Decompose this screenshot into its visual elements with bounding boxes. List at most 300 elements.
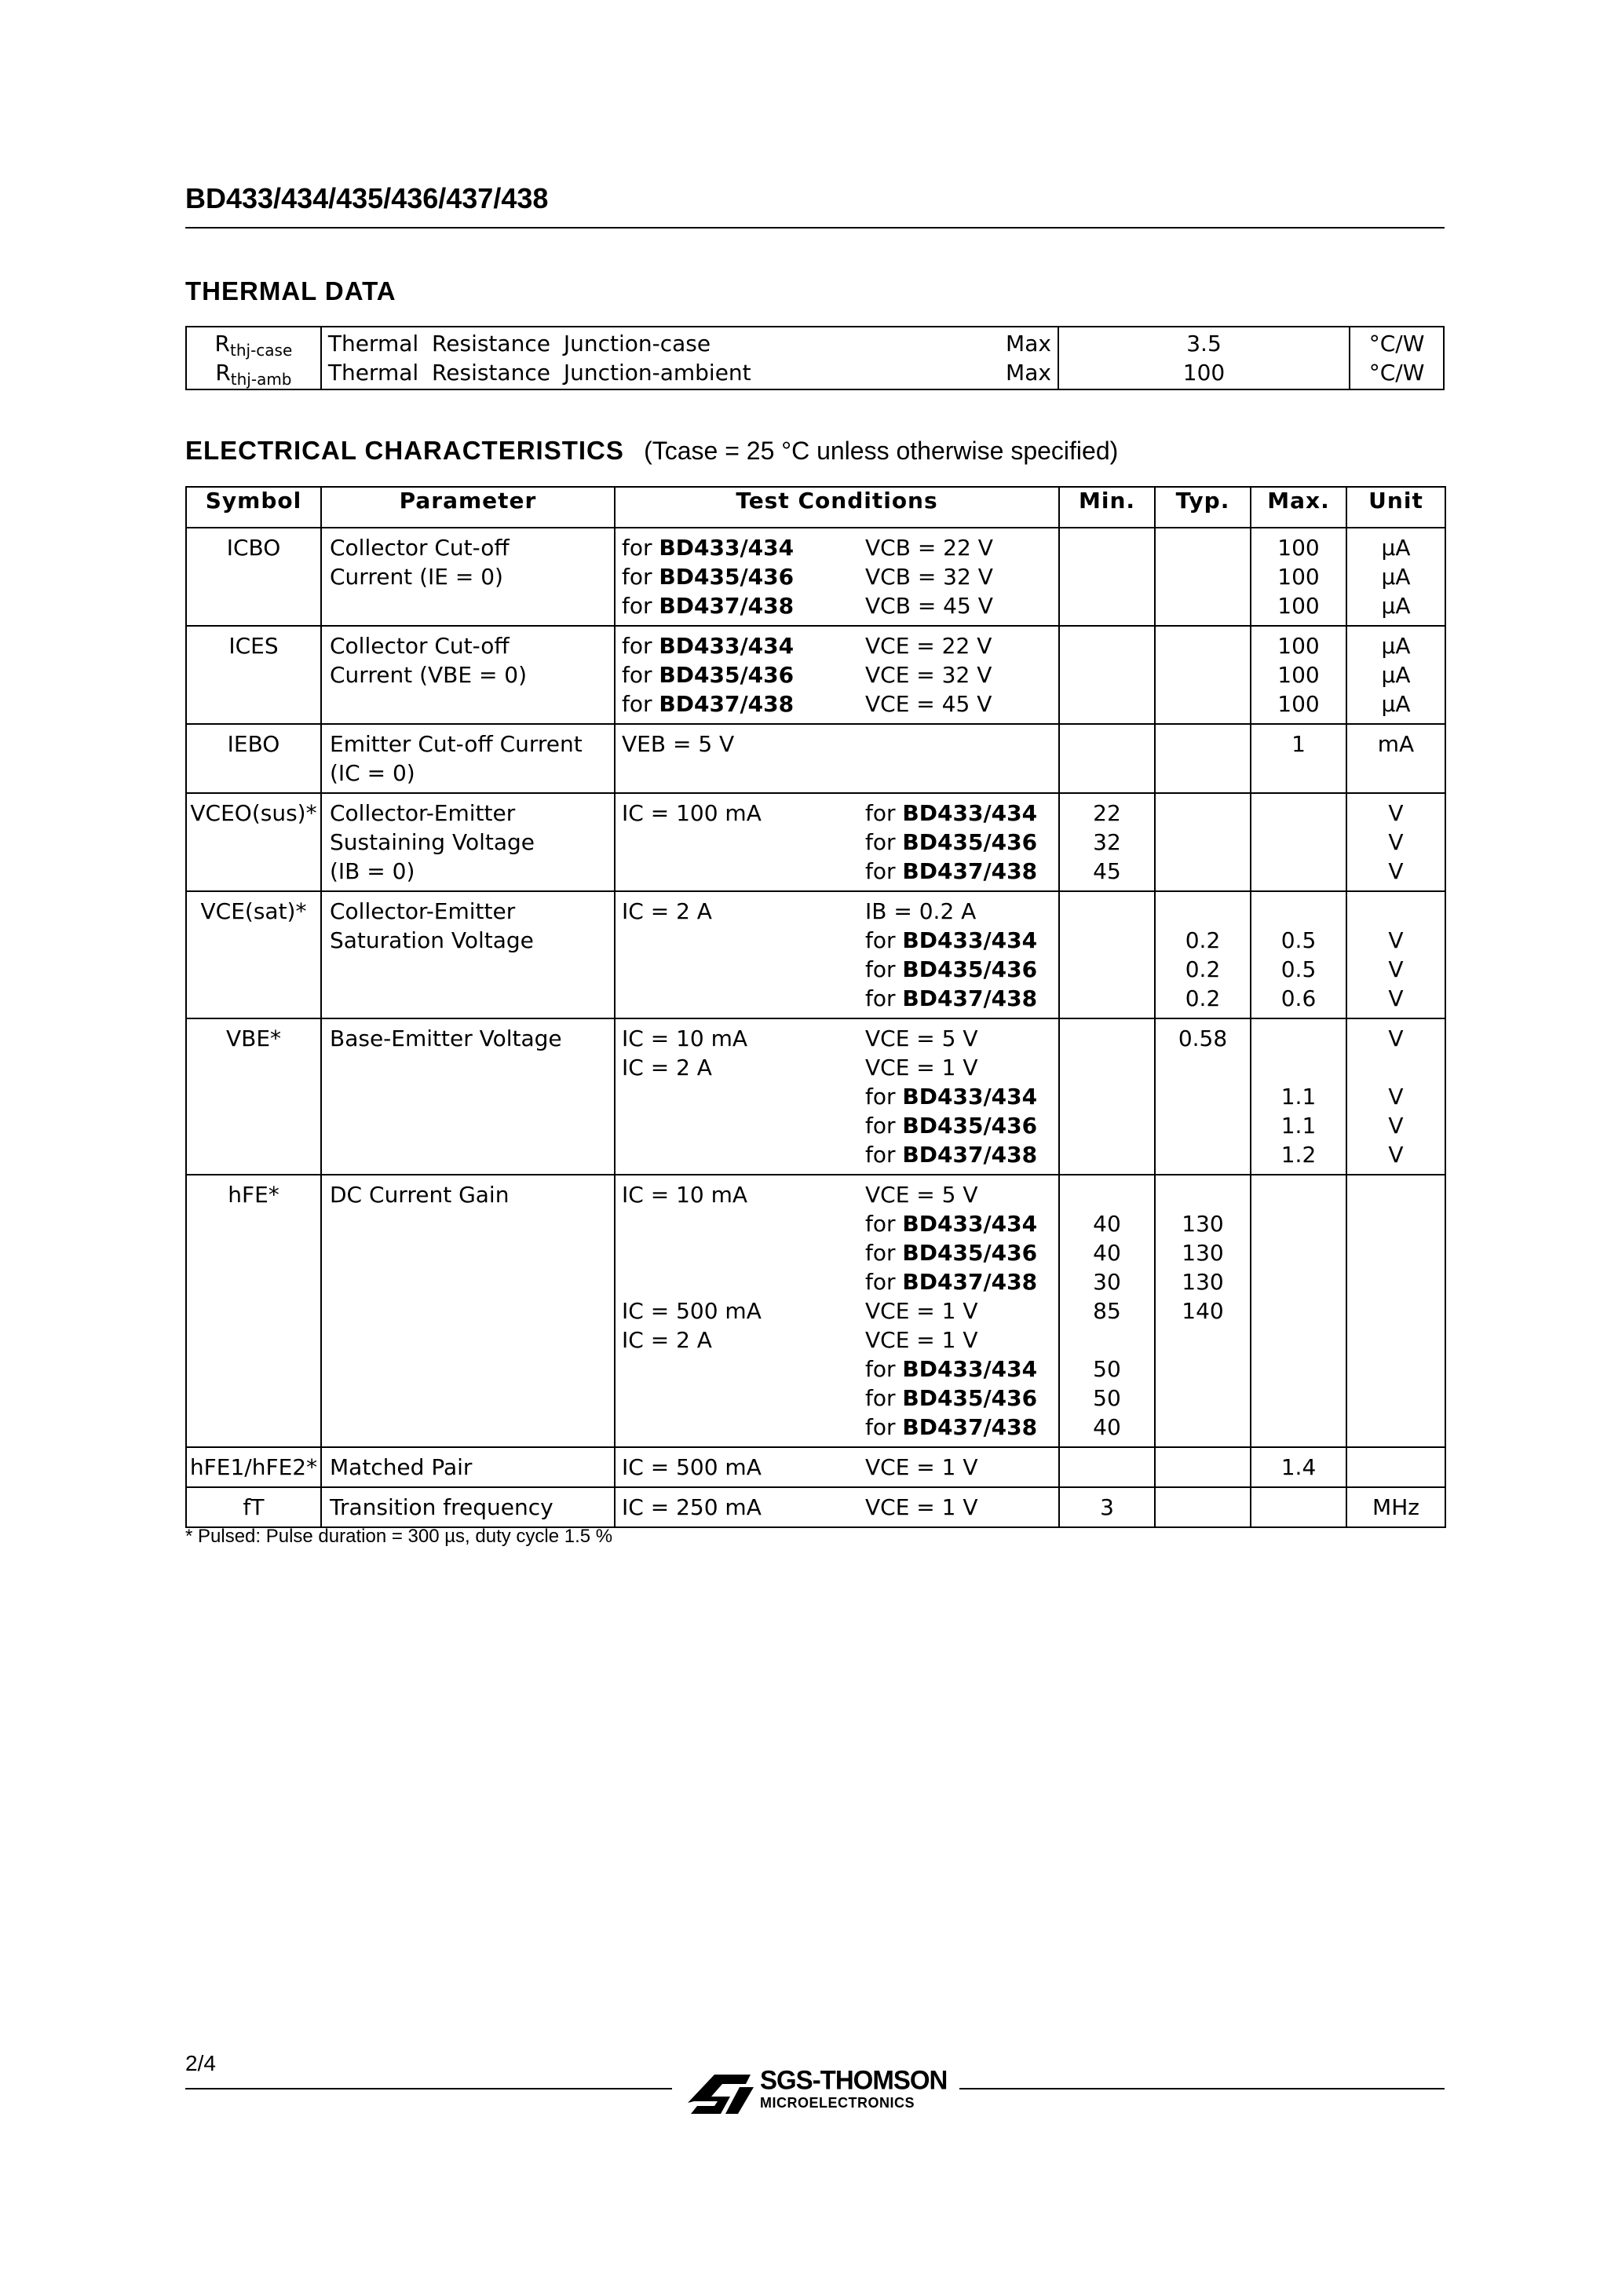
conditions-cell xyxy=(615,1018,1059,1175)
max-cell xyxy=(1251,1487,1346,1527)
max-value: 1.4 xyxy=(1280,1454,1317,1480)
condition-secondary: for BD433/434 xyxy=(865,800,1038,826)
max-cell xyxy=(1251,891,1346,1018)
condition-line xyxy=(622,955,1058,984)
parameter-line: Current (IE = 0) xyxy=(330,564,503,590)
symbol: VCE(sat)* xyxy=(200,898,307,924)
min-value xyxy=(1060,1325,1154,1355)
typ-value xyxy=(1156,591,1250,620)
table-row xyxy=(186,1175,1445,1447)
conditions-cell xyxy=(615,1447,1059,1487)
typ-value xyxy=(1156,660,1250,689)
condition-line xyxy=(622,984,1058,1013)
table-header-row xyxy=(186,487,1445,528)
table-row xyxy=(186,724,1445,793)
parameter-line: Collector Cut-off xyxy=(330,535,510,561)
max-value xyxy=(1251,1024,1346,1053)
unit-cell xyxy=(1346,724,1445,793)
condition-primary: IC = 10 mA xyxy=(622,1026,748,1051)
symbol-cell xyxy=(186,724,321,793)
parameter-line: (IB = 0) xyxy=(330,858,415,884)
condition-primary xyxy=(622,1413,865,1442)
document-title: BD433/434/435/436/437/438 xyxy=(185,182,549,214)
max-value xyxy=(1251,1384,1346,1413)
typ-value: 130 xyxy=(1182,1240,1224,1266)
symbol: hFE1/hFE2* xyxy=(189,1454,318,1480)
column-header-symbol: Symbol xyxy=(186,487,321,528)
unit-value: V xyxy=(1388,829,1404,855)
thermal-symbol: $R_{thj-amb}$ xyxy=(215,360,292,389)
parameter-cell xyxy=(321,1447,615,1487)
max-cell xyxy=(1251,1447,1346,1487)
condition-secondary: VCE = 5 V xyxy=(865,1182,978,1208)
condition-primary: IC = 500 mA xyxy=(622,1298,762,1324)
condition-line xyxy=(622,1024,1058,1053)
condition-primary xyxy=(622,926,865,955)
thermal-value: 3.5 xyxy=(1186,331,1222,356)
condition-primary: VEB = 5 V xyxy=(622,731,735,757)
condition-line xyxy=(622,1493,1058,1522)
table-row xyxy=(186,1018,1445,1175)
unit-value: µA xyxy=(1381,593,1411,619)
typ-cell xyxy=(1155,626,1251,724)
max-value: 100 xyxy=(1277,564,1320,590)
min-value xyxy=(1060,729,1154,759)
condition-line xyxy=(622,1267,1058,1296)
typ-value xyxy=(1156,562,1250,591)
symbol-cell xyxy=(186,1447,321,1487)
table-row xyxy=(186,1447,1445,1487)
header-divider xyxy=(185,227,1445,229)
max-value: 0.6 xyxy=(1280,985,1317,1011)
conditions-cell xyxy=(615,528,1059,626)
condition-primary xyxy=(622,1111,865,1140)
unit-value: µA xyxy=(1381,535,1411,561)
unit-value: µA xyxy=(1381,633,1411,659)
max-cell xyxy=(1251,1175,1346,1447)
unit-value xyxy=(1347,1413,1445,1442)
parameter-line: Saturation Voltage xyxy=(330,927,534,953)
footnote: * Pulsed: Pulse duration = 300 µs, duty cycle 1.5 % xyxy=(185,1526,613,1547)
symbol: fT xyxy=(243,1494,265,1520)
page-number: 2/4 xyxy=(185,2051,216,2075)
condition-secondary: for BD437/438 xyxy=(865,1269,1038,1295)
condition-line xyxy=(622,1413,1058,1442)
max-cell xyxy=(1251,793,1346,891)
typ-value xyxy=(1156,799,1250,828)
condition-secondary: VCE = 1 V xyxy=(865,1055,978,1080)
condition-secondary: VCE = 1 V xyxy=(865,1298,978,1324)
min-value: 22 xyxy=(1093,800,1121,826)
typ-value: 130 xyxy=(1182,1269,1224,1295)
typ-cell xyxy=(1155,1447,1251,1487)
thermal-symbol: $R_{thj-case}$ xyxy=(214,331,293,360)
condition-primary xyxy=(622,984,865,1013)
unit-value: V xyxy=(1388,985,1404,1011)
parameter-line: Base-Emitter Voltage xyxy=(330,1026,562,1051)
parameter-cell xyxy=(321,891,615,1018)
unit-value xyxy=(1347,1384,1445,1413)
min-cell xyxy=(1059,724,1155,793)
typ-value xyxy=(1156,729,1250,759)
company-logo-subtitle: MICROELECTRONICS xyxy=(760,2095,915,2111)
parameter-cell xyxy=(321,793,615,891)
max-value: 1.1 xyxy=(1280,1113,1317,1139)
condition-line xyxy=(622,729,1058,759)
table-row xyxy=(186,528,1445,626)
parameter-line: Matched Pair xyxy=(330,1454,473,1480)
typ-value xyxy=(1156,533,1250,562)
max-value xyxy=(1251,1267,1346,1296)
condition-primary: for BD433/434 xyxy=(622,535,795,561)
parameter-line: (IC = 0) xyxy=(330,760,415,786)
condition-secondary: for BD435/436 xyxy=(865,1113,1038,1139)
condition-secondary: IB = 0.2 A xyxy=(865,898,977,924)
condition-secondary: VCE = 1 V xyxy=(865,1327,978,1353)
condition-primary: for BD435/436 xyxy=(622,662,795,688)
condition-secondary: for BD433/434 xyxy=(865,927,1038,953)
min-value xyxy=(1060,1453,1154,1482)
electrical-characteristics-table xyxy=(185,486,1446,1528)
typ-value xyxy=(1156,828,1250,857)
min-value xyxy=(1060,955,1154,984)
min-value: 50 xyxy=(1093,1385,1121,1411)
max-value xyxy=(1251,857,1346,886)
parameter-line: Collector-Emitter xyxy=(330,898,516,924)
condition-secondary: VCE = 32 V xyxy=(865,662,992,688)
min-value xyxy=(1060,1053,1154,1082)
unit-value: V xyxy=(1388,927,1404,953)
parameter-cell xyxy=(321,1018,615,1175)
parameter-line: Transition frequency xyxy=(330,1494,553,1520)
condition-primary xyxy=(622,1209,865,1238)
typ-value xyxy=(1156,1325,1250,1355)
max-value: 0.5 xyxy=(1280,956,1317,982)
condition-line xyxy=(622,897,1058,926)
symbol: ICBO xyxy=(226,535,281,561)
typ-value xyxy=(1156,1384,1250,1413)
min-cell xyxy=(1059,793,1155,891)
condition-secondary: VCB = 45 V xyxy=(865,593,993,619)
parameter-cell xyxy=(321,528,615,626)
condition-line xyxy=(622,533,1058,562)
min-value: 3 xyxy=(1100,1494,1114,1520)
typ-value xyxy=(1156,689,1250,718)
min-cell xyxy=(1059,528,1155,626)
typ-value xyxy=(1156,1453,1250,1482)
condition-line xyxy=(622,631,1058,660)
conditions-cell xyxy=(615,1175,1059,1447)
condition-secondary: for BD433/434 xyxy=(865,1084,1038,1110)
condition-primary: for BD437/438 xyxy=(622,691,795,717)
unit-value: MHz xyxy=(1372,1494,1419,1520)
unit-value: V xyxy=(1388,1026,1404,1051)
min-cell xyxy=(1059,1018,1155,1175)
column-header-parameter: Parameter xyxy=(321,487,615,528)
conditions-cell xyxy=(615,1487,1059,1527)
parameter-line: DC Current Gain xyxy=(330,1182,510,1208)
condition-line xyxy=(622,689,1058,718)
unit-value: µA xyxy=(1381,564,1411,590)
thermal-parameter-cell xyxy=(321,327,1058,389)
min-value xyxy=(1060,1180,1154,1209)
thermal-parameter: Thermal Resistance Junction-case Max xyxy=(327,331,1051,356)
min-value xyxy=(1060,631,1154,660)
unit-value xyxy=(1347,1325,1445,1355)
electrical-heading-condition: (Tcase = 25 °C unless otherwise specified) xyxy=(644,437,1119,465)
parameter-line: Collector Cut-off xyxy=(330,633,510,659)
min-value xyxy=(1060,591,1154,620)
unit-cell xyxy=(1346,1175,1445,1447)
electrical-table-body xyxy=(186,528,1445,1527)
symbol: IEBO xyxy=(227,731,280,757)
min-value xyxy=(1060,1140,1154,1169)
min-value: 30 xyxy=(1093,1269,1121,1295)
condition-line xyxy=(622,1238,1058,1267)
min-value xyxy=(1060,1082,1154,1111)
unit-value xyxy=(1347,1180,1445,1209)
condition-secondary: VCE = 1 V xyxy=(865,1454,978,1480)
symbol-cell xyxy=(186,1487,321,1527)
min-cell xyxy=(1059,1175,1155,1447)
typ-cell xyxy=(1155,1018,1251,1175)
parameter-cell xyxy=(321,626,615,724)
typ-value: 130 xyxy=(1182,1211,1224,1237)
condition-primary xyxy=(622,1384,865,1413)
unit-value xyxy=(1347,1209,1445,1238)
condition-primary: IC = 2 A xyxy=(622,1055,712,1080)
max-value xyxy=(1251,1355,1346,1384)
condition-line xyxy=(622,1140,1058,1169)
unit-cell xyxy=(1346,1018,1445,1175)
max-value xyxy=(1251,1325,1346,1355)
min-value xyxy=(1060,926,1154,955)
unit-value: V xyxy=(1388,1142,1404,1168)
condition-line xyxy=(622,1384,1058,1413)
condition-line xyxy=(622,591,1058,620)
parameter-cell xyxy=(321,1175,615,1447)
condition-secondary: for BD437/438 xyxy=(865,985,1038,1011)
condition-secondary: for BD435/436 xyxy=(865,1240,1038,1266)
symbol: ICES xyxy=(228,633,279,659)
condition-primary: IC = 10 mA xyxy=(622,1182,748,1208)
max-value xyxy=(1251,1238,1346,1267)
condition-secondary: VCB = 22 V xyxy=(865,535,993,561)
condition-primary: IC = 250 mA xyxy=(622,1494,762,1520)
max-value xyxy=(1251,1413,1346,1442)
max-cell xyxy=(1251,724,1346,793)
typ-cell xyxy=(1155,724,1251,793)
typ-cell xyxy=(1155,891,1251,1018)
unit-cell xyxy=(1346,528,1445,626)
thermal-unit-cell xyxy=(1350,327,1444,389)
max-value: 100 xyxy=(1277,633,1320,659)
min-cell xyxy=(1059,1487,1155,1527)
max-value: 1.1 xyxy=(1280,1084,1317,1110)
typ-value xyxy=(1156,1413,1250,1442)
min-value xyxy=(1060,562,1154,591)
typ-value xyxy=(1156,631,1250,660)
symbol-cell xyxy=(186,891,321,1018)
unit-value: mA xyxy=(1377,731,1415,757)
thermal-parameter: Thermal Resistance Junction-ambient Max xyxy=(327,360,1051,386)
min-value: 40 xyxy=(1093,1211,1121,1237)
column-header-max: Max. xyxy=(1251,487,1346,528)
condition-secondary: VCE = 5 V xyxy=(865,1026,978,1051)
unit-cell xyxy=(1346,891,1445,1018)
min-value xyxy=(1060,1111,1154,1140)
typ-value: 140 xyxy=(1182,1298,1224,1324)
min-value: 40 xyxy=(1093,1414,1121,1440)
typ-value xyxy=(1156,1140,1250,1169)
column-header-typ: Typ. xyxy=(1155,487,1251,528)
electrical-heading-title: ELECTRICAL CHARACTERISTICS xyxy=(185,436,624,465)
condition-primary xyxy=(622,1238,865,1267)
min-value xyxy=(1060,660,1154,689)
condition-primary: IC = 2 A xyxy=(622,898,712,924)
symbol-cell xyxy=(186,1175,321,1447)
unit-value: V xyxy=(1388,800,1404,826)
unit-value xyxy=(1347,1053,1445,1082)
company-logo-name: SGS-THOMSON xyxy=(760,2064,948,2095)
max-value: 1 xyxy=(1291,731,1306,757)
parameter-line: Current (VBE = 0) xyxy=(330,662,528,688)
max-value xyxy=(1251,1180,1346,1209)
typ-cell xyxy=(1155,1487,1251,1527)
min-cell xyxy=(1059,626,1155,724)
min-value xyxy=(1060,984,1154,1013)
condition-line xyxy=(622,1082,1058,1111)
unit-value xyxy=(1347,1296,1445,1325)
unit-cell xyxy=(1346,793,1445,891)
typ-value xyxy=(1156,897,1250,926)
condition-line xyxy=(622,1053,1058,1082)
thermal-symbol-cell xyxy=(186,327,321,389)
max-value xyxy=(1251,897,1346,926)
min-cell xyxy=(1059,1447,1155,1487)
condition-primary xyxy=(622,1140,865,1169)
typ-value: 0.2 xyxy=(1185,985,1221,1011)
parameter-line: Emitter Cut-off Current xyxy=(330,731,583,757)
typ-value xyxy=(1156,1493,1250,1522)
condition-line xyxy=(622,1453,1058,1482)
unit-value xyxy=(1347,897,1445,926)
max-value: 0.5 xyxy=(1280,927,1317,953)
min-value xyxy=(1060,533,1154,562)
condition-line xyxy=(622,857,1058,886)
max-cell xyxy=(1251,1018,1346,1175)
table-row xyxy=(186,891,1445,1018)
condition-secondary: for BD433/434 xyxy=(865,1356,1038,1382)
max-value xyxy=(1251,1053,1346,1082)
typ-value xyxy=(1156,1053,1250,1082)
unit-cell xyxy=(1346,626,1445,724)
footer-divider-right xyxy=(959,2088,1445,2089)
condition-secondary: VCE = 45 V xyxy=(865,691,992,717)
thermal-unit: °C/W xyxy=(1368,360,1425,386)
unit-value: V xyxy=(1388,858,1404,884)
column-header-unit: Unit xyxy=(1346,487,1445,528)
typ-value xyxy=(1156,857,1250,886)
max-value: 100 xyxy=(1277,662,1320,688)
typ-value: 0.2 xyxy=(1185,927,1221,953)
max-value xyxy=(1251,828,1346,857)
max-value xyxy=(1251,1493,1346,1522)
unit-value: µA xyxy=(1381,691,1411,717)
footer-divider-left xyxy=(185,2088,672,2089)
condition-line xyxy=(622,799,1058,828)
table-row xyxy=(186,1487,1445,1527)
min-value: 50 xyxy=(1093,1356,1121,1382)
condition-secondary: VCB = 32 V xyxy=(865,564,993,590)
unit-value xyxy=(1347,1453,1445,1482)
condition-primary xyxy=(622,1082,865,1111)
parameter-line: Sustaining Voltage xyxy=(330,829,535,855)
parameter-cell xyxy=(321,724,615,793)
unit-value xyxy=(1347,1355,1445,1384)
max-value xyxy=(1251,1296,1346,1325)
condition-primary xyxy=(622,828,865,857)
conditions-cell xyxy=(615,626,1059,724)
condition-line xyxy=(622,828,1058,857)
unit-value: V xyxy=(1388,956,1404,982)
symbol: VCEO(sus)* xyxy=(190,800,317,826)
condition-primary: for BD435/436 xyxy=(622,564,795,590)
column-header-conditions: Test Conditions xyxy=(615,487,1059,528)
min-value xyxy=(1060,1024,1154,1053)
unit-value xyxy=(1347,1238,1445,1267)
electrical-characteristics-heading xyxy=(185,436,1118,466)
thermal-row xyxy=(186,327,1444,389)
condition-secondary: VCE = 22 V xyxy=(865,633,992,659)
conditions-cell xyxy=(615,793,1059,891)
thermal-data-table xyxy=(185,326,1445,390)
typ-value: 0.58 xyxy=(1178,1026,1228,1051)
table-row xyxy=(186,793,1445,891)
min-value: 85 xyxy=(1093,1298,1121,1324)
thermal-data-heading: THERMAL DATA xyxy=(185,276,396,305)
condition-primary: for BD437/438 xyxy=(622,593,795,619)
max-value: 100 xyxy=(1277,593,1320,619)
conditions-cell xyxy=(615,724,1059,793)
unit-value: V xyxy=(1388,1084,1404,1110)
condition-primary: IC = 2 A xyxy=(622,1327,712,1353)
unit-cell xyxy=(1346,1447,1445,1487)
thermal-unit: °C/W xyxy=(1368,331,1425,356)
condition-secondary: for BD435/436 xyxy=(865,1385,1038,1411)
min-value: 32 xyxy=(1093,829,1121,855)
typ-value xyxy=(1156,1111,1250,1140)
min-value: 45 xyxy=(1093,858,1121,884)
thermal-value-cell xyxy=(1058,327,1350,389)
parameter-cell xyxy=(321,1487,615,1527)
symbol-cell xyxy=(186,1018,321,1175)
typ-value xyxy=(1156,1355,1250,1384)
condition-line xyxy=(622,562,1058,591)
min-cell xyxy=(1059,891,1155,1018)
typ-value xyxy=(1156,1082,1250,1111)
condition-primary: for BD433/434 xyxy=(622,633,795,659)
max-value: 100 xyxy=(1277,691,1320,717)
typ-value xyxy=(1156,1180,1250,1209)
condition-line xyxy=(622,1180,1058,1209)
condition-line xyxy=(622,660,1058,689)
condition-secondary: for BD437/438 xyxy=(865,1142,1038,1168)
max-value xyxy=(1251,799,1346,828)
condition-secondary: for BD437/438 xyxy=(865,1414,1038,1440)
condition-primary xyxy=(622,955,865,984)
symbol: VBE* xyxy=(225,1026,282,1051)
